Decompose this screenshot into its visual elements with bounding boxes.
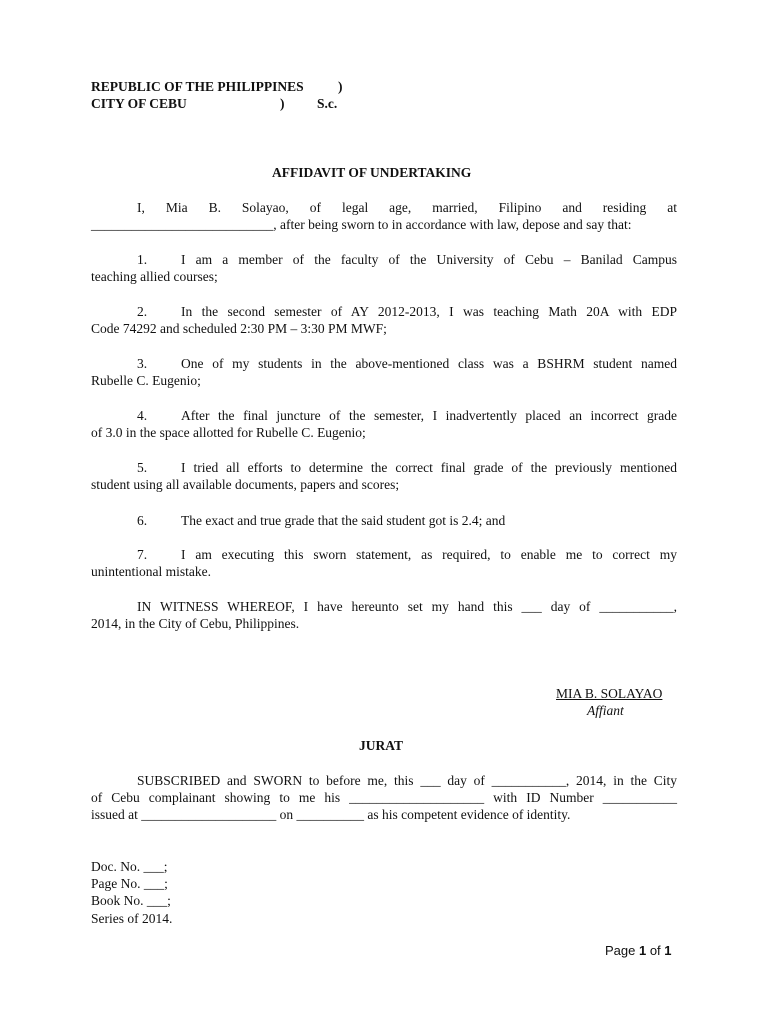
item-text-cont: Code 74292 and scheduled 2:30 PM – 3:30 PM MWF; (91, 321, 387, 336)
item-number: 7. (137, 547, 148, 562)
item-text-cont: teaching allied courses; (91, 269, 218, 284)
footer-prefix: Page (605, 943, 639, 958)
witness-line-2: 2014, in the City of Cebu, Philippines. (91, 616, 300, 631)
book-number: Book No. ___; (91, 893, 171, 908)
item-text-cont: Rubelle C. Eugenio; (91, 373, 201, 388)
witness-line-1: IN WITNESS WHEREOF, I have hereunto set my hand this ___ day of ___________, (137, 599, 677, 614)
footer-total-pages: 1 (664, 943, 672, 958)
jurat-title: JURAT (359, 738, 404, 753)
header-republic: REPUBLIC OF THE PHILIPPINES (91, 79, 304, 94)
item-text-cont: unintentional mistake. (91, 564, 211, 579)
page-footer (605, 943, 672, 958)
intro-line-1: I, Mia B. Solayao, of legal age, married, Filipino and residing at (137, 200, 677, 215)
footer-current-page: 1 (638, 943, 647, 958)
item-text: In the second semester of AY 2012-2013, I was teaching Math 20A with EDP (181, 304, 677, 319)
item-number: 4. (137, 408, 148, 423)
header-paren-2: ) (280, 96, 285, 111)
item-text: I am executing this sworn statement, as required, to enable me to correct my (181, 547, 677, 562)
item-text-cont: of 3.0 in the space allotted for Rubelle C. Eugenio; (91, 425, 366, 440)
footer-of: of (646, 943, 665, 958)
jurat-line-1: SUBSCRIBED and SWORN to before me, this ___ day of ___________, 2014, in the City (137, 773, 677, 788)
series-year: Series of 2014. (91, 911, 173, 926)
item-text-cont: student using all available documents, papers and scores; (91, 477, 400, 492)
item-text: The exact and true grade that the said student got is 2.4; and (181, 513, 506, 528)
item-number: 5. (137, 460, 148, 475)
affiant-name: MIA B. SOLAYAO (556, 686, 663, 701)
affiant-role: Affiant (587, 703, 624, 718)
item-number: 6. (137, 513, 148, 528)
item-text: I tried all efforts to determine the correct final grade of the previously mentioned (181, 460, 677, 475)
jurat-line-3: issued at ____________________ on __________ as his competent evidence of identity. (91, 807, 571, 822)
page-number: Page No. ___; (91, 876, 168, 891)
document-title: AFFIDAVIT OF UNDERTAKING (272, 165, 472, 180)
item-number: 3. (137, 356, 148, 371)
item-number: 1. (137, 252, 148, 267)
intro-line-2: ___________________________, after being sworn to in accordance with law, depose and say that: (91, 217, 632, 232)
header-sc: S.c. (317, 96, 338, 111)
jurat-line-2: of Cebu complainant showing to me his ____________________ with ID Number ___________ (91, 790, 677, 805)
item-text: After the final juncture of the semester, I inadvertently placed an incorrect grade (181, 408, 677, 423)
item-text: One of my students in the above-mentioned class was a BSHRM student named (181, 356, 677, 371)
item-number: 2. (137, 304, 148, 319)
item-text: I am a member of the faculty of the University of Cebu – Banilad Campus (181, 252, 677, 267)
header-city: CITY OF CEBU (91, 96, 187, 111)
doc-number: Doc. No. ___; (91, 859, 168, 874)
header-paren-1: ) (338, 79, 343, 94)
